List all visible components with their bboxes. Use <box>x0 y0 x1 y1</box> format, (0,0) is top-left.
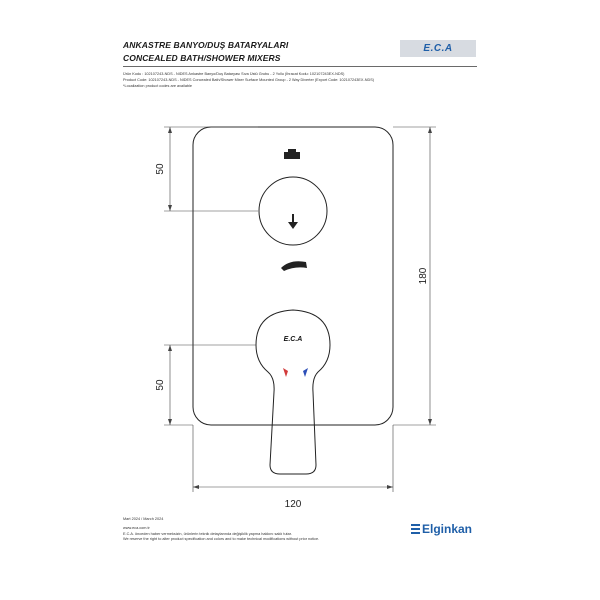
title-english: CONCEALED BATH/SHOWER MIXERS <box>123 53 281 63</box>
title-turkish: ANKASTRE BANYO/DUŞ BATARYALARI <box>123 40 289 50</box>
shower-icon <box>281 261 307 271</box>
dim-width-120: 120 <box>284 499 302 510</box>
arrow-down-icon <box>288 214 298 229</box>
dim-top-50: 50 <box>155 163 166 175</box>
elginkan-text: Elginkan <box>422 522 473 536</box>
bath-icon <box>284 149 300 159</box>
dim-bottom-50: 50 <box>155 379 166 391</box>
mixer-handle <box>256 310 330 474</box>
hot-indicator <box>283 368 288 377</box>
footer-note-tr: E.C.A. önceden haber vermeksizin, ürünlerin teknik detaylarında değişiklik yapma hakkını saklı tutar. <box>123 532 292 536</box>
diverter-knob <box>259 177 327 245</box>
product-code-en: Product Code: 102107243-NDS - NIDES Concealed Bath/Shower Mixer Surface Mounted Group - 2 Way Diverter (Export Code: 102107243EX-NDS) <box>123 78 374 82</box>
footer-url[interactable]: www.eca.com.tr <box>123 526 150 530</box>
footer-note-en: We reserve the right to alter product specification and colors and to make technical modifications without prior notice. <box>123 537 320 541</box>
eca-logo-text: E.C.A <box>423 43 453 54</box>
cold-indicator <box>303 368 308 377</box>
dim-height-180: 180 <box>418 267 429 285</box>
dimension-lines <box>164 127 436 492</box>
faceplate-outline <box>193 127 393 425</box>
handle-logo: E.C.A <box>283 336 303 343</box>
localization-note: *Localization product codes are available <box>123 84 193 88</box>
elginkan-logo <box>411 522 472 536</box>
footer-date: Mart 2024 / March 2024 <box>123 517 164 521</box>
elginkan-mark-icon <box>411 524 420 534</box>
product-code-tr: Ürün Kodu : 102107243-NDS - NIDES Ankastre Banyo/Duş Bataryası Sıva Üstü Grubu - 2 Yollu (İhracat Kodu: 102107243EX-NDS) <box>123 72 345 76</box>
